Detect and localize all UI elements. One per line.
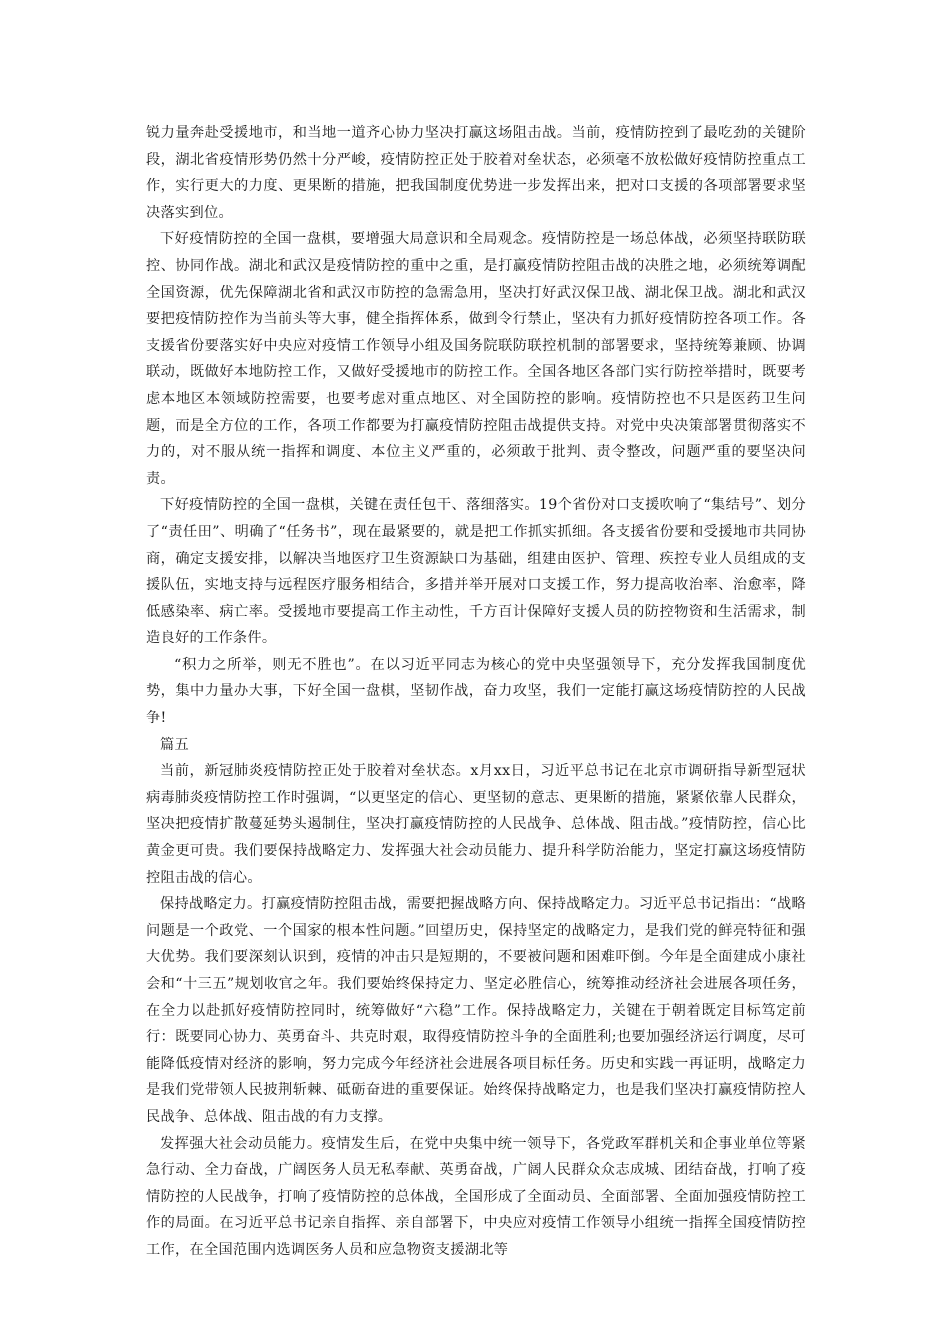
paragraph-social-mobilization: 发挥强大社会动员能力。疫情发生后，在党中央集中统一领导下，各党政军群机关和企事业单位等紧急行动、全力奋战，广阔医务人员无私奉献、英勇奋战，广阔人民群众众志成城、团结奋战，打响了疫情防控的人民战争，打响了疫情防控的总体战，全国形成了全面动员、全面部署、全面加强疫情防控工作的局面。在习近平总书记亲自指挥、亲自部署下，中央应对疫情工作领导小组统一指挥全国疫情防控工作，在全国范围内选调医务人员和应急物资支援湖北等 bbox=[146, 1135, 806, 1258]
paragraph-continuation: 锐力量奔赴受援地市，和当地一道齐心协力坚决打赢这场阻击战。当前，疫情防控到了最吃劲的关键阶段，湖北省疫情形势仍然十分严峻，疫情防控正处于胶着对垒状态，必须毫不放松做好疫情防控重点工作，实行更大的力度、更果断的措施，把我国制度优势进一步发挥出来，把对口支援的各项部署要求坚决落实到位。 bbox=[146, 125, 806, 221]
section-heading-part-five: 篇五 bbox=[160, 736, 189, 753]
document-page bbox=[146, 120, 806, 1264]
paragraph-strategic-focus: 保持战略定力。打赢疫情防控阻击战，需要把握战略方向、保持战略定力。习近平总书记指出：“战略问题是一个政党、一个国家的根本性问题。”回望历史，保持坚定的战略定力，是我们党的鲜亮特征和强大优势。我们要深刻认识到，疫情的冲击只是短期的，不要被问题和困难吓倒。今年是全面建成小康社会和“十三五”规划收官之年。我们要始终保持定力、坚定必胜信心，统筹推动经济社会进展各项任务，在全力以赴抓好疫情防控同时，统筹做好“六稳”工作。保持战略定力，关键在于朝着既定目标笃定前行：既要同心协力、英勇奋斗、共克时艰，取得疫情防控斗争的全面胜利;也要加强经济运行调度，尽可能降低疫情对经济的影响，努力完成今年经济社会进展各项目标任务。历史和实践一再证明，战略定力是我们党带领人民披荆斩棘、砥砺奋进的重要保证。始终保持战略定力，也是我们坚决打赢疫情防控人民战争、总体战、阻击战的有力支撑。 bbox=[146, 896, 806, 1125]
paragraph-responsibility: 下好疫情防控的全国一盘棋，关键在责任包干、落细落实。19个省份对口支援吹响了“集结号”、划分了“责任田”、明确了“任务书”，现在最紧要的，就是把工作抓实抓细。各支援省份要和受援地市共同协商，确定支援安排，以解决当地医疗卫生资源缺口为基础，组建由医护、管理、疾控专业人员组成的支援队伍，实地支持与远程医疗服务相结合，多措并举开展对口支援工作，努力提高收治率、治愈率，降低感染率、病亡率。受援地市要提高工作主动性，千方百计保障好支援人员的防控物资和生活需求，制造良好的工作条件。 bbox=[146, 497, 806, 647]
paragraph-conclusion: “积力之所举，则无不胜也”。在以习近平同志为核心的党中央坚强领导下，充分发挥我国制度优势，集中力量办大事，下好全国一盘棋，坚韧作战，奋力攻坚，我们一定能打赢这场疫情防控的人民战争! bbox=[146, 656, 806, 727]
paragraph-overall-situation: 下好疫情防控的全国一盘棋，要增强大局意识和全局观念。疫情防控是一场总体战，必须坚持联防联控、协同作战。湖北和武汉是疫情防控的重中之重，是打赢疫情防控阻击战的决胜之地，必须统筹调配全国资源，优先保障湖北省和武汉市防控的急需急用，坚决打好武汉保卫战、湖北保卫战。湖北和武汉要把疫情防控作为当前头等大事，健全指挥体系，做到令行禁止，坚决有力抓好疫情防控各项工作。各支援省份要落实好中央应对疫情工作领导小组及国务院联防联控机制的部署要求，坚持统筹兼顾、协调联动，既做好本地防控工作，又做好受援地市的防控工作。全国各地区各部门实行防控举措时，既要考虑本地区本领域防控需要，也要考虑对重点地区、对全国防控的影响。疫情防控也不只是医药卫生问题，而是全方位的工作，各项工作都要为打赢疫情防控阻击战提供支持。对党中央决策部署贯彻落实不力的，对不服从统一指挥和调度、本位主义严重的，必须敢于批判、责令整改，问题严重的要坚决问责。 bbox=[146, 231, 806, 487]
paragraph-intro-part-five: 当前，新冠肺炎疫情防控正处于胶着对垒状态。x月xx日，习近平总书记在北京市调研指导新型冠状病毒肺炎疫情防控工作时强调，“以更坚定的信心、更坚韧的意志、更果断的措施，紧紧依靠人民群众，坚决把疫情扩散蔓延势头遏制住，坚决打赢疫情防控的人民战争、总体战、阻击战。”疫情防控，信心比黄金更可贵。我们要保持战略定力、发挥强大社会动员能力、提升科学防治能力，坚定打赢这场疫情防控阻击战的信心。 bbox=[146, 763, 806, 886]
